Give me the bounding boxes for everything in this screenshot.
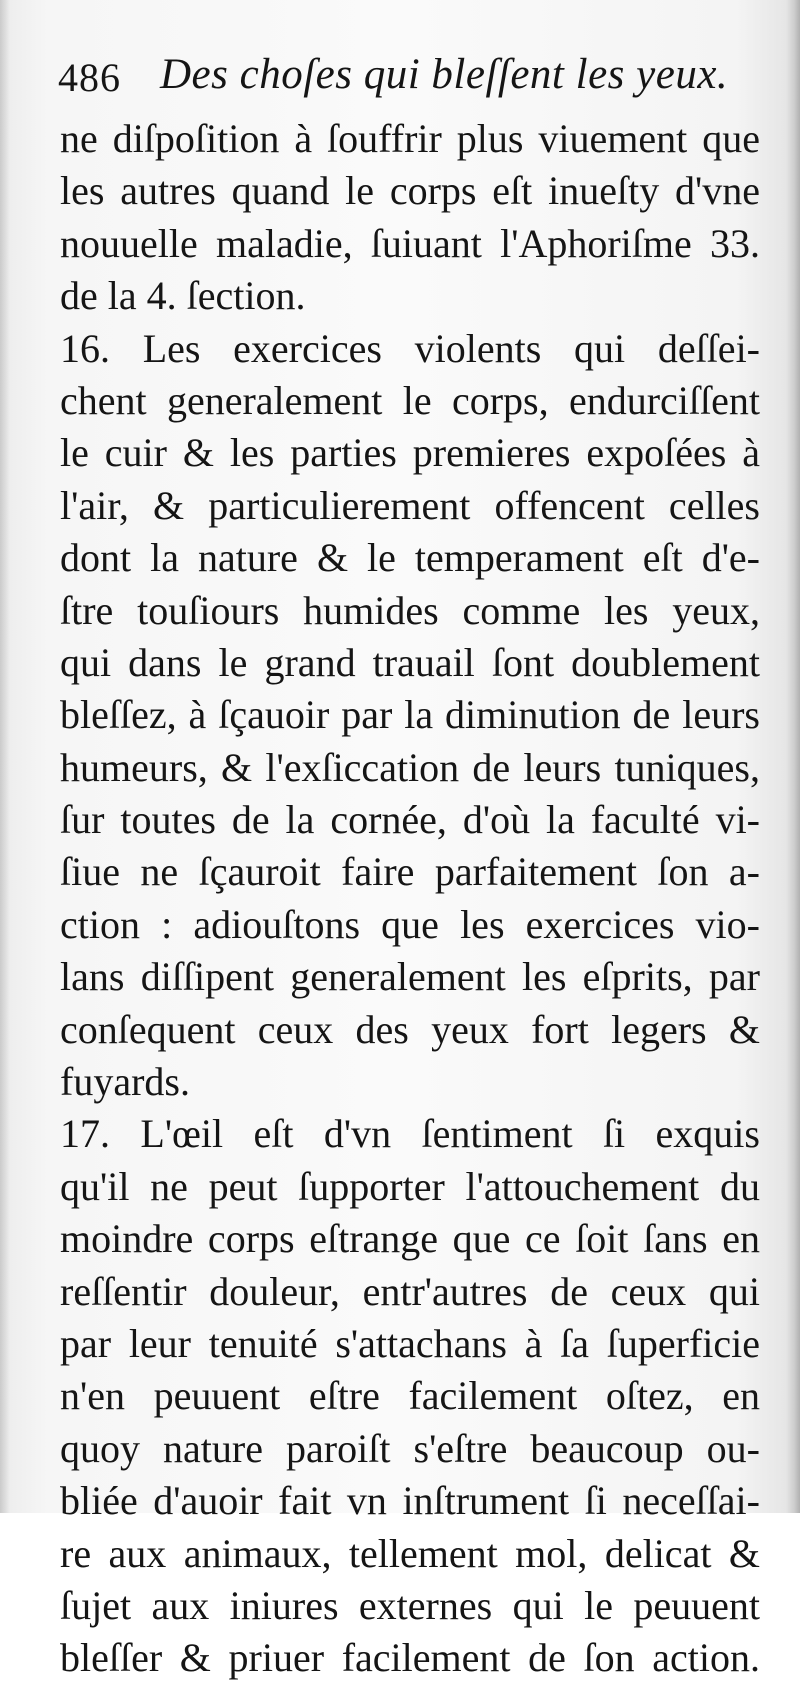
text-line: re aux animaux, tellement mol, delicat & — [60, 1530, 760, 1576]
text-line: ne diſpoſition à ſouffrir plus viuement que — [60, 116, 760, 161]
text-line: de la 4. ſection. — [60, 273, 306, 319]
text-line: ſur toutes de la cornée, d'où la faculté vi- — [60, 797, 760, 843]
page-number: 486 — [58, 55, 121, 100]
text-line: lans diſſipent generalement les eſprits, par — [60, 954, 760, 1000]
text-line: moindre corps eſtrange que ce ſoit ſans en — [60, 1216, 760, 1262]
text-line: n'en peuuent eſtre facilement oſtez, en — [60, 1373, 760, 1419]
text-line: qui dans le grand trauail ſont doublement — [60, 639, 760, 685]
text-line: quoy nature paroiſt s'eſtre beaucoup ou- — [60, 1425, 760, 1471]
page-gutter-shadow — [0, 0, 10, 1513]
page-edge-shadow — [786, 0, 800, 1513]
text-line: ction : adiouſtons que les exercices vio- — [60, 901, 760, 947]
text-line: conſequent ceux des yeux fort legers & — [60, 1006, 760, 1052]
text-line: ſujet aux iniures externes qui le peuuent — [60, 1582, 760, 1628]
text-line: les autres quand le corps eſt inueſty d'vne — [60, 168, 760, 214]
page-header — [58, 50, 748, 110]
body-text — [60, 113, 760, 1685]
running-title: Des choſes qui bleſſent les yeux. — [160, 51, 729, 98]
text-line: 16. Les exercices violents qui deſſei- — [60, 325, 760, 371]
text-line: bleſſer & priuer facilement de ſon action. — [60, 1635, 760, 1681]
text-line: ſtre touſiours humides comme les yeux, — [60, 587, 760, 633]
text-line: qu'il ne peut ſupporter l'attouchement du — [60, 1163, 760, 1209]
text-line: dont la nature & le temperament eſt d'e- — [60, 535, 760, 581]
text-line: par leur tenuité s'attachans à ſa ſuperficie — [60, 1320, 760, 1366]
text-line: le cuir & les parties premieres expoſées à — [60, 430, 760, 476]
text-line: ſiue ne ſçauroit faire parfaitement ſon a- — [60, 849, 760, 895]
text-line: l'air, & particulierement offencent celles — [60, 482, 760, 528]
text-line: reſſentir douleur, entr'autres de ceux qui — [60, 1268, 760, 1314]
text-line: 17. L'œil eſt d'vn ſentiment ſi exquis — [60, 1111, 760, 1157]
text-line: nouuelle maladie, ſuiuant l'Aphoriſme 33. — [60, 220, 760, 266]
text-line: chent generalement le corps, endurciſſent — [60, 377, 760, 423]
text-line: bliée d'auoir fait vn inſtrument ſi neceſſai- — [60, 1478, 760, 1524]
text-line: fuyards. — [60, 1059, 190, 1105]
text-line: bleſſez, à ſçauoir par la diminution de leurs — [60, 692, 760, 738]
text-line: humeurs, & l'exſiccation de leurs tuniques, — [60, 744, 760, 790]
